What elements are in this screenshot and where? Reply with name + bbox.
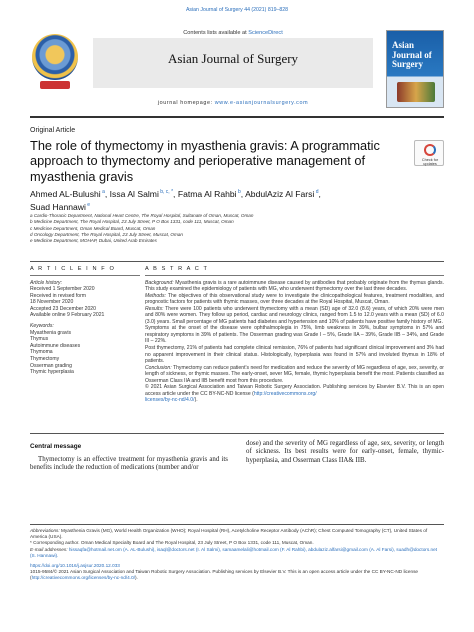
journal-citation[interactable]: Asian Journal of Surgery 44 (2021) 819–828 — [185, 7, 289, 13]
journal-cover-thumbnail[interactable] — [386, 30, 444, 108]
central-message-text: Thymectomy is an effective treatment for myasthenia gravis and its benefits include the reduction of medications (number and/or — [30, 456, 228, 472]
article-type: Original Article — [30, 127, 76, 134]
seal-ribbon — [40, 81, 70, 89]
footnotes — [30, 528, 444, 582]
keyword-item[interactable]: Osserman grading — [30, 362, 72, 369]
abbreviations-text: Myasthenia Gravis (MG), World Health Organization (WHO); Royal Hospital (RH), Acetylcholine Receptor Antibody (AChR); Chest Computed Tomography (CT), United States of America (USA). — [30, 528, 428, 540]
footnote-rule — [30, 524, 444, 525]
history-item: Available online 9 February 2021 — [30, 312, 105, 319]
doi-link[interactable]: https://doi.org/10.1016/j.asjsur.2020.12.033 — [30, 563, 120, 569]
author-affil-marker[interactable]: b, c, * — [158, 189, 174, 195]
keywords-label: Keywords: — [30, 323, 54, 330]
methods-label: Methods: — [145, 292, 166, 299]
header-rule — [30, 116, 444, 118]
body-column-left — [30, 440, 228, 473]
email-label: E-mail addresses: — [30, 546, 68, 552]
article-title: The role of thymectomy in myasthenia gravis: A programmatic approach to thymectomy and perioperative management of myasthenia gravis — [30, 138, 380, 184]
abstract-copyright-end — [145, 397, 444, 404]
conclusion-label: Conclusion: — [145, 364, 172, 371]
contents-prefix: Contents lists available at — [183, 30, 249, 36]
email-links[interactable]: hissaqfa@hotmail.net.om (A. AL-Bulushi), isaql@doctors.net (I. Al Salmi), samaamelali@hotmail.com (F. Al Rahbi), abdulaziz.alfarsi@gmail.com (A. Al Farsi), suadh@doctors.net (S. Hannawi). — [30, 546, 438, 558]
journal-masthead — [30, 20, 444, 112]
abstract-results — [145, 306, 444, 326]
abstract-panel — [145, 266, 444, 404]
affiliation-line: c Medicine Department, Oman Medical Board, Muscat, Oman — [30, 225, 156, 231]
body-column-right — [246, 440, 444, 465]
doi-block — [30, 563, 444, 582]
history-item: Received 1 September 2020 — [30, 286, 95, 293]
abstract-conclusion — [145, 365, 444, 385]
section-rule — [30, 433, 444, 434]
author-list — [30, 187, 444, 214]
author-name[interactable]: Issa Al Salmi — [109, 188, 159, 199]
results-label: Results: — [145, 305, 164, 312]
issn-license-link[interactable]: http://creativecommons.org/licenses/by-nc-nd/4.0/ — [31, 575, 135, 581]
central-message-heading: Central message — [30, 443, 82, 450]
affiliation-line: b Medicine Department, The Royal Hospital, 23 July Street, P O Box 1331, code 111, Muscat, Oman — [30, 219, 234, 225]
issn-text: 1015-9584/© 2021 Asian Surgical Association and Taiwan Robotic Surgery Association. Publishing services by Elsevier B.V. This is an open access article under the CC BY-NC-ND license ( — [30, 569, 419, 581]
author-affil-marker[interactable]: e — [85, 202, 91, 209]
license-link-continued[interactable]: licenses/by-nc-nd/4.0/ — [145, 397, 195, 404]
author-separator: , — [318, 188, 321, 199]
history-item: Accepted 23 December 2020 — [30, 305, 96, 312]
check-ring-icon — [424, 144, 436, 156]
author-name[interactable]: AbdulAziz Al Farsi — [245, 188, 315, 199]
homepage-prefix: journal homepage: — [157, 100, 215, 106]
keyword-item[interactable]: Autoimmune diseases — [30, 342, 81, 349]
homepage-link[interactable]: www.e-asianjournalsurgery.com — [214, 100, 309, 106]
keyword-item[interactable]: Myasthenia gravis — [30, 329, 72, 336]
author-affil-marker[interactable]: b — [236, 189, 241, 195]
copyright-text: © 2021 Asian Surgical Association and Taiwan Robotic Surgery Association. Publishing services by Elsevier B.V. This is an open access article under the CC BY-NC-ND license ( — [145, 384, 444, 397]
affiliation-line: e Medicine Department, MOHAP, Dubai, United Arab Emirates — [30, 238, 157, 244]
corresponding-note: * Corresponding author. Oman Medical Specialty Board and The Royal Hospital, 23 July Street, P O Box 1331, code 111, Muscat, Oman. — [30, 540, 314, 546]
check-for-updates-icon[interactable] — [414, 140, 444, 166]
affiliation-line: a Cardio-Thoracic Department, National Heart Centre, The Royal Hospital, Sultanate of Oman, Muscat, Oman — [30, 213, 254, 218]
author-name[interactable]: Ahmed AL-Bulushi — [30, 188, 101, 199]
author-name[interactable]: Suad Hannawi — [30, 202, 86, 213]
history-label: Article history: — [30, 279, 62, 286]
abstract-symptoms: Symptoms at the onset of the disease were ophthalmoplegia in 75%, limb weakness in 39%, bulbar symptoms in 57% and respiratory symptoms in 39% of patients. The Osserman grading was Grade I – 5%, Grade IIA – 39%, Grade IIB – 34%, and Grade III – 22%. — [145, 325, 444, 345]
abstract-background — [145, 280, 444, 293]
society-seal-logo — [30, 34, 80, 98]
abstract-methods — [145, 293, 444, 306]
author-separator: , — [173, 188, 178, 199]
results-text: There were 100 patients who underwent thymectomy with a mean (SD) age of 32.0 (8.6) years, of which 20% were men and 80% were women. They follow up period, cardiac and neurology clinics, ranged from 1.5 to 12.0 years with a mean (SD) of 6.0 (3.0) years. Small percentage of MG patients had diabetes and hypertension and 10% of patients have positive family history of MG. — [145, 305, 444, 325]
affiliations — [30, 213, 444, 244]
abstract-heading: A B S T R A C T — [145, 266, 209, 272]
central-message-continued: dose) and the severity of MG regardless of age, sex, severity, or length of sickness. Its best results were for early-onset, female, thymic-hyperplasia, and Osserman Class IIA& IIB. — [246, 440, 444, 464]
keyword-item[interactable]: Thymus — [30, 336, 49, 343]
background-text: Myasthenia gravis is a rare autoimmune disease caused by antibodies that probably originate from the thymus glands. This study examined the epidemiology of patients with MG, who underwent thymectomy over the last three decades. — [145, 279, 444, 293]
abbreviations-label: Abbreviations: — [30, 528, 60, 533]
issn-end: ). — [135, 575, 138, 581]
background-label: Background: — [145, 279, 174, 286]
keyword-item[interactable]: Thymic hyperplasia — [30, 369, 74, 376]
contents-line — [93, 30, 373, 36]
cover-image — [397, 82, 435, 102]
affiliation-line: d Oncology Department, The Royal Hospital, 23 July Street, Muscat, Oman — [30, 231, 183, 237]
history-item: Received in revised form — [30, 292, 87, 299]
abbreviations-note — [30, 528, 444, 540]
keyword-item[interactable]: Thymoma — [30, 349, 53, 356]
author-affil-marker[interactable]: a — [100, 189, 105, 195]
abstract-copyright — [145, 384, 444, 397]
issn-line — [30, 569, 444, 581]
copyright-end: ). — [194, 397, 198, 404]
author-separator: , — [240, 188, 246, 199]
keyword-item[interactable]: Thymectomy — [30, 356, 60, 363]
author-affil-marker[interactable]: d — [314, 189, 319, 195]
heading-rule — [30, 275, 140, 276]
check-label: Check for updates — [421, 158, 439, 167]
section-rule — [30, 261, 444, 262]
journal-name: Asian Journal of Surgery — [167, 51, 299, 66]
history-item: 18 November 2020 — [30, 299, 74, 306]
author-separator: , — [104, 188, 110, 199]
author-name[interactable]: Fatma Al Rahbi — [177, 188, 237, 199]
cover-title: Asian Journal of Surgery — [392, 40, 432, 69]
sciencedirect-link[interactable]: ScienceDirect — [248, 30, 283, 36]
heading-rule — [145, 275, 444, 276]
article-info-heading: A R T I C L E I N F O — [30, 266, 116, 272]
homepage-line — [93, 100, 373, 106]
methods-text: The objectives of this observational study were to investigate the clinicopathological features, treatment modalities, and prognostic factors for patients with thymic masses, over three decades at the Royal Hospital, Muscat, Oman. — [145, 292, 444, 306]
seal-emblem — [32, 34, 78, 80]
abstract-post-thymectomy: Post thymectomy, 21% of patients had complete clinical remission, 76% of patients had significant clinical improvement and 3% had no apparent improvement in their clinical status. Histologically, hyperplasia was found in 57% and involuted thymus in 18% of patients. — [145, 344, 444, 365]
article-info-panel — [30, 266, 140, 376]
license-link[interactable]: http://creativecommons.org/ — [253, 390, 317, 397]
conclusion-text: Thymectomy can reduce patient's need for medication and reduce the severity of MG regardless of age, sex, severity, or length of sickness, or thymic masses. The early-onset, sever MG, female, thymic hyperplasia benefit the most. Patients classified as Osserman Class IIA and IIB benefit most from this procedure. — [145, 364, 444, 384]
email-note — [30, 547, 444, 559]
masthead-center — [93, 20, 373, 112]
